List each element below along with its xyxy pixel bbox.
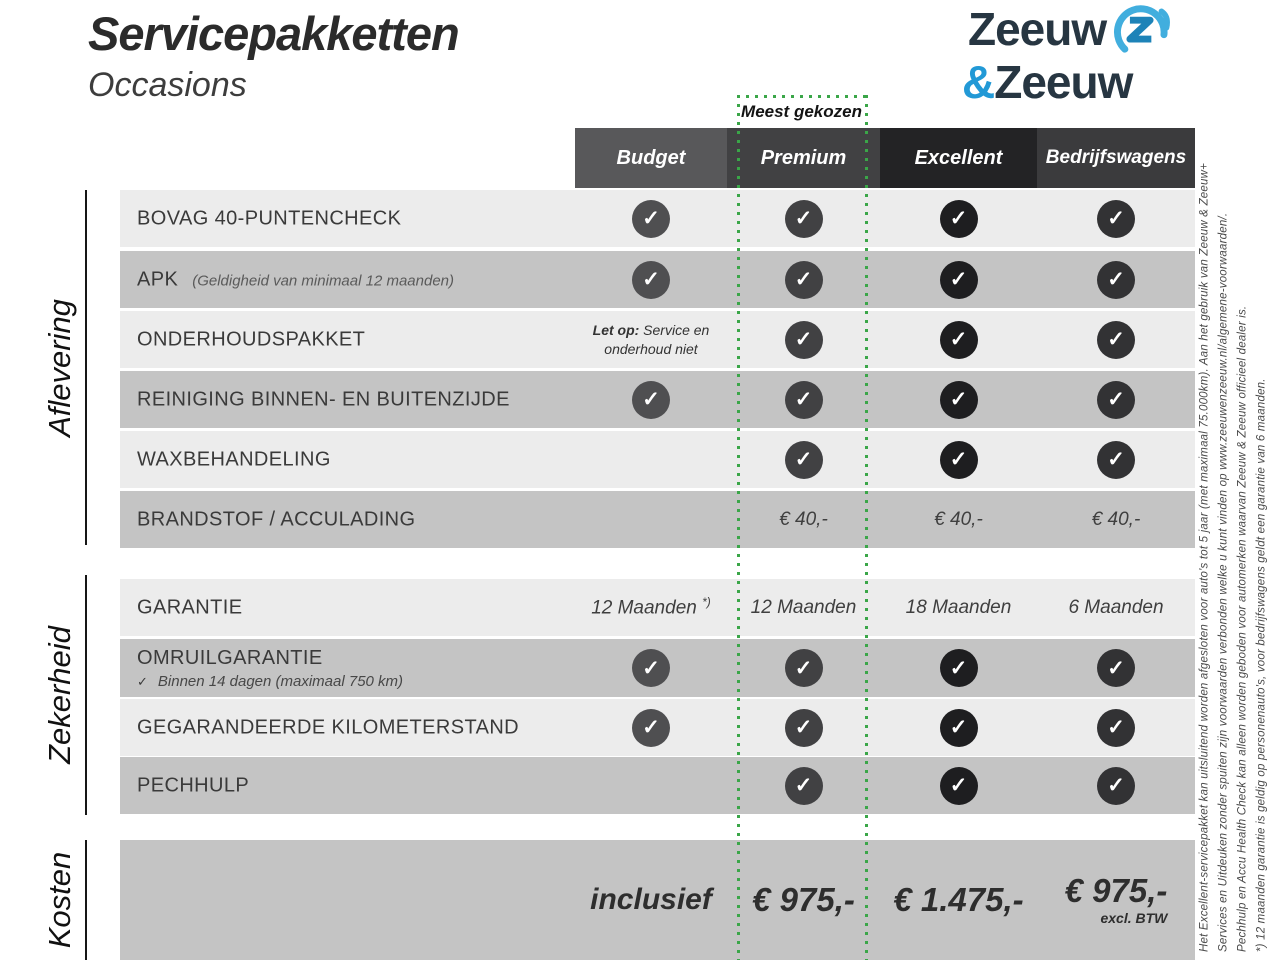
garantie-budget-value: 12 Maanden: [591, 597, 697, 619]
check-icon: ✓: [632, 709, 670, 747]
check-icon: ✓: [940, 200, 978, 238]
table-row-waxbehandeling: [120, 431, 1195, 488]
check-icon: ✓: [940, 321, 978, 359]
budget-note-bold: Let op:: [592, 322, 640, 339]
check-icon: ✓: [785, 709, 823, 747]
table-row-brandstof: [120, 491, 1195, 548]
budget-note: [576, 321, 726, 357]
row-label: BRANDSTOF / ACCULADING: [137, 508, 416, 530]
row-label: GEGARANDEERDE KILOMETERSTAND: [137, 716, 520, 738]
row-label: ONDERHOUDSPAKKET: [137, 328, 366, 350]
footnote-mark: *): [702, 595, 711, 610]
cell-value: [591, 595, 711, 619]
budget-note-rest: Service en onderhoud niet: [604, 322, 710, 357]
check-icon: ✓: [1097, 709, 1135, 747]
check-icon: ✓: [632, 200, 670, 238]
logo-word-2: Zeeuw: [994, 56, 1133, 108]
cell-value: 6 Maanden: [1068, 596, 1164, 618]
logo-ampersand: &: [962, 56, 995, 108]
most-chosen-label: Meest gekozen: [741, 102, 862, 121]
column-header-excellent: Excellent: [880, 128, 1037, 188]
table-row-pechhulp: [120, 757, 1195, 814]
check-icon: ✓: [1097, 200, 1135, 238]
section-label-zekerheid: Zekerheid: [42, 626, 77, 764]
cost-note-excl-btw: excl. BTW: [1100, 910, 1168, 926]
row-label: REINIGING BINNEN- EN BUITENZIJDE: [137, 388, 510, 410]
cell-value: 12 Maanden: [750, 596, 857, 618]
check-icon: ✓: [632, 381, 670, 419]
row-sub-note: [137, 673, 403, 690]
cost-value-excellent: € 1.475,-: [893, 881, 1024, 918]
check-icon: ✓: [1097, 261, 1135, 299]
cost-value-bedrijfswagens-wrap: [1065, 872, 1168, 928]
logo-word-1: Zeeuw: [968, 3, 1107, 55]
check-icon: ✓: [940, 381, 978, 419]
legal-note-line: *) 12 maanden garantie is geldig op personenauto's, voor bedrijfswagens geldt een garantie van 6 maanden.: [1255, 378, 1267, 952]
check-icon: ✓: [785, 200, 823, 238]
most-chosen-box-top-line: [737, 95, 868, 98]
logo-line-2: [962, 56, 1198, 108]
check-icon: ✓: [1097, 321, 1135, 359]
zeeuw-en-zeeuw-logo: [962, 3, 1198, 116]
section-divider-line-kosten: [85, 840, 87, 960]
check-icon: ✓: [785, 321, 823, 359]
check-icon: ✓: [1097, 649, 1135, 687]
row-label: WAXBEHANDELING: [137, 448, 331, 470]
table-row-bovag: [120, 190, 1195, 247]
check-icon: ✓: [940, 261, 978, 299]
column-header-bedrijfswagens: Bedrijfswagens: [1037, 128, 1195, 188]
most-chosen-box-left-line: [737, 95, 740, 960]
page-title: Servicepakketten: [88, 7, 459, 60]
section-label-aflevering: Aflevering: [42, 299, 77, 437]
legal-note-line: Services en Uitdeuken zonder spuiten zijn voorwaarden verbonden welke u kunt vinden op www.zeeuwenzeeuw.nl/algemene-voorwaarden/.: [1217, 212, 1229, 952]
row-label-text: APK: [137, 268, 179, 290]
section-divider-line-aflevering: [85, 190, 87, 545]
check-icon: ✓: [632, 261, 670, 299]
row-label-note: (Geldigheid van minimaal 12 maanden): [192, 272, 455, 289]
check-icon: ✓: [940, 767, 978, 805]
legal-note-line: Pechhulp en Accu Health Check kan alleen worden geboden voor automerken waarvan Zeeuw & Zeeuw officieel dealer is.: [1236, 305, 1248, 952]
check-icon: ✓: [785, 649, 823, 687]
check-icon: ✓: [940, 649, 978, 687]
legal-note-line: Het Excellent-servicepakket kan uitsluitend worden afgesloten voor auto's tot 5 jaar (met maximaal 75.000km). Aan het gebruik van Zeeuw & Zeeuw+: [1198, 162, 1210, 952]
cell-value: € 40,-: [934, 508, 983, 530]
row-label: OMRUILGARANTIE: [137, 647, 323, 669]
row-sub-note-text: Binnen 14 dagen (maximaal 750 km): [157, 673, 404, 690]
check-icon: ✓: [940, 709, 978, 747]
row-label: PECHHULP: [137, 774, 250, 796]
column-header-premium: Premium: [727, 128, 880, 188]
check-icon: ✓: [1097, 767, 1135, 805]
table-row-omruilgarantie: [120, 639, 1195, 697]
section-label-kosten: Kosten: [42, 851, 77, 949]
check-icon: ✓: [940, 441, 978, 479]
section-divider-line-zekerheid: [85, 575, 87, 815]
check-icon: ✓: [785, 441, 823, 479]
table-row-garantie: [120, 579, 1195, 636]
table-row-kilometerstand: [120, 699, 1195, 756]
check-icon: ✓: [785, 261, 823, 299]
check-icon: ✓: [785, 381, 823, 419]
page-subtitle: Occasions: [88, 66, 247, 104]
cell-value: € 40,-: [1091, 508, 1141, 530]
check-icon: ✓: [1097, 381, 1135, 419]
row-label: [137, 268, 454, 291]
small-check-icon: ✓: [137, 674, 148, 689]
row-label: BOVAG 40-PUNTENCHECK: [137, 207, 402, 229]
table-row-onderhoudspakket: [120, 311, 1195, 368]
row-label: GARANTIE: [137, 596, 243, 618]
cost-value-premium: € 975,-: [752, 881, 855, 918]
cost-value-bedrijfswagens: € 975,-: [1064, 872, 1168, 909]
check-icon: ✓: [1097, 441, 1135, 479]
table-row-reiniging: [120, 371, 1195, 428]
column-header-budget: Budget: [575, 128, 727, 188]
most-chosen-box-right-line: [865, 95, 868, 960]
cell-value: 18 Maanden: [905, 596, 1012, 618]
cell-value: € 40,-: [779, 508, 828, 530]
legal-notes: [1194, 0, 1273, 952]
cost-value-budget: inclusief: [590, 883, 712, 916]
table-row-apk: [120, 251, 1195, 308]
check-icon: ✓: [785, 767, 823, 805]
logo-z-swirl-icon: [1108, 0, 1172, 62]
logo-line-1: [968, 3, 1198, 62]
table-row-kosten: [120, 840, 1195, 960]
check-icon: ✓: [632, 649, 670, 687]
